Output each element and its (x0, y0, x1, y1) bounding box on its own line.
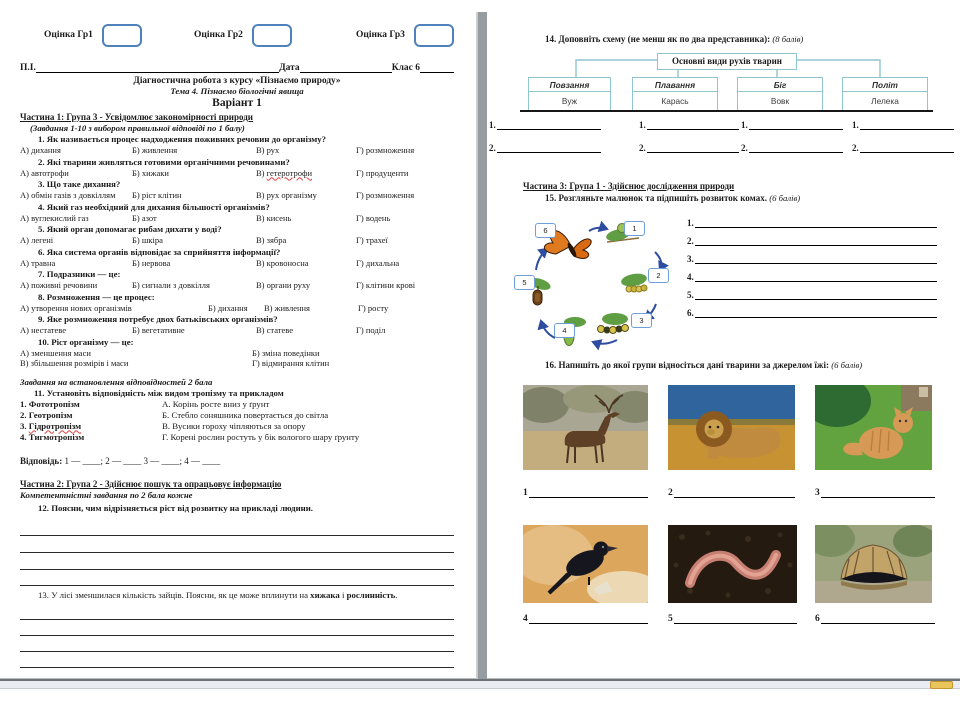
question-10: 10. Ріст організму — це: (38, 336, 134, 347)
photo-label: 1 (523, 488, 648, 498)
option: А) обмін газів з довкіллям (20, 190, 116, 200)
photo-cat (815, 385, 932, 470)
option: В) рух організму (256, 190, 317, 200)
match-left: 1. Фототропізм (20, 398, 80, 409)
scheme-category-running (737, 77, 823, 112)
photo-label: 6 (815, 614, 935, 624)
cycle-number-box: 5 (514, 275, 535, 290)
option: Г) продуценти (356, 167, 409, 178)
option: Г) трахеї (356, 235, 388, 245)
category-title: Біг (738, 78, 822, 92)
cycle-number-box: 2 (648, 268, 669, 283)
part3-heading: Частина 3: Група 1 - Здійснює дослідження природи (523, 181, 735, 191)
points-note: (6 балів) (769, 193, 801, 203)
variant-title: Варіант 1 (212, 97, 262, 109)
photo-label: 2 (668, 488, 795, 498)
option: Г) поділ (356, 325, 386, 335)
write-line (20, 636, 454, 652)
photo-lion (668, 385, 795, 470)
photo-earthworm (668, 525, 797, 603)
name-blank (36, 63, 279, 73)
options-5 (20, 235, 454, 246)
option: Б) нервова (132, 257, 171, 268)
options-6 (20, 258, 454, 269)
option: Г) розмноження (356, 145, 415, 155)
scheme-category-crawling (528, 77, 611, 112)
option: А) автотрофи (20, 167, 69, 178)
worksheet-page-2 (487, 12, 960, 679)
date-blank (300, 63, 392, 73)
options-9 (20, 325, 454, 336)
match-right: Б. Стебло соняшника повертається до світла (162, 409, 329, 420)
part1-heading: Частина 1: Група 3 - Усвідомлює закономірності природи (20, 112, 253, 122)
cycle-number-box: 4 (554, 323, 575, 338)
q15-blank: 5. (687, 290, 937, 300)
option: В) кровоносна (256, 257, 309, 268)
q15-blank: 1. (687, 218, 937, 228)
category-example: Лелека (871, 96, 899, 106)
options-3 (20, 190, 454, 201)
option: Б) азот (132, 212, 157, 223)
option: В) кисень (256, 212, 292, 223)
option: А) утворення нових організмів (20, 302, 132, 313)
answer-line: Відповідь: 1 — ____; 2 — ____ 3 — ____; 4 — ____ (20, 455, 221, 466)
photo-label: 3 (815, 488, 935, 498)
date-label: Дата (279, 63, 300, 73)
matching-grid (20, 399, 454, 443)
category-title: Плавання (633, 78, 717, 92)
worksheet-page-1 (0, 12, 477, 679)
grade-boxes-row (44, 22, 454, 48)
student-id-row (20, 63, 454, 73)
points-note: (8 балів) (772, 34, 804, 44)
q14-blank: 1. (489, 120, 601, 130)
option: Б) вегетативне (132, 325, 185, 335)
question-16: 16. Напишіть до якої групи відносіться дані тварини за джерелом їжі: (6 балів) (545, 360, 863, 370)
question-12: 12. Поясни, чим відрізняється ріст від розвитку на прикладі людини. (38, 502, 313, 513)
cycle-number-box: 3 (631, 313, 652, 328)
question-7: 7. Подразники — це: (38, 269, 121, 279)
scheme-root-box: Основні види рухів тварин (657, 53, 797, 70)
option: А) поживні речовини (20, 280, 98, 290)
options-8 (20, 303, 454, 314)
photo-label: 5 (668, 614, 797, 624)
match-left: 2. Геотропізм (20, 409, 73, 420)
option: В) рух (256, 145, 280, 155)
q14-blank: 2. (639, 143, 739, 153)
category-title: Повзання (529, 78, 610, 92)
question-14: 14. Доповніть схему (не менш як по два представника): (8 балів) (545, 34, 804, 44)
young-caterpillar-stage (620, 272, 648, 292)
options-4 (20, 213, 454, 224)
course-title: Діагностична робота з курсу «Пізнаємо природу» (133, 76, 341, 86)
option: А) травна (20, 257, 56, 268)
question-11: 11. Установіть відповідність між видом тропізму та прикладом (34, 387, 284, 398)
option: А) легені (20, 235, 54, 245)
photo-deer (523, 385, 648, 470)
class-blank (420, 63, 454, 73)
scheme-category-flight (842, 77, 928, 112)
question-6: 6. Яка система органів відповідає за сприйняття інформації? (38, 246, 281, 257)
question-3: 3. Що таке дихання? (38, 179, 121, 189)
option: В) органи руху (256, 280, 311, 290)
option: Б) хижаки (132, 167, 169, 178)
horizontal-scrollbar[interactable] (0, 681, 960, 689)
option: Б) сигнали з довкілля (132, 280, 210, 290)
photo-crow (523, 525, 648, 603)
q15-blank: 4. (687, 272, 937, 282)
match-right: Г. Корені рослин ростуть у бік вологого шару ґрунту (162, 431, 360, 442)
option: Б) живлення (132, 145, 178, 155)
match-right: В. Вусики гороху чіпляються за опору (162, 420, 306, 431)
option: В) статеве (256, 325, 293, 335)
class-label: Клас 6 (391, 63, 420, 73)
q14-blank: 2. (852, 143, 954, 153)
option: А) нестатеве (20, 325, 66, 335)
match-left: 4. Тигмотропізм (20, 431, 85, 442)
match-right: А. Корінь росте вниз у ґрунт (162, 398, 270, 409)
write-line (20, 570, 454, 586)
part2-heading: Частина 2: Група 2 - Здійснює пошук та опрацьовує інформацію (20, 478, 282, 489)
option: В) збільшення розмірів і маси (20, 358, 129, 368)
option: Б) шкіра (132, 235, 163, 245)
scheme-underline (520, 110, 933, 112)
option: Г) відмирання клітин (252, 358, 330, 368)
option: Г) дихальна (356, 257, 400, 268)
option: Г) водень (356, 212, 391, 223)
write-line (20, 604, 454, 620)
scrollbar-thumb[interactable] (930, 681, 953, 689)
grade-box-3 (414, 24, 454, 47)
misspelled-word: Гідротропізм (28, 420, 82, 431)
part1-note: (Завдання 1-10 з вибором правильної відповіді по 1 балу) (30, 123, 245, 133)
grade-label-1: Оцінка Гр1 (44, 30, 93, 40)
q15-blank: 3. (687, 254, 937, 264)
question-5: 5. Який орган допомагає рибам дихати у воді? (38, 224, 222, 234)
part2-note: Компетентністні завдання по 2 бала кожне (20, 489, 193, 500)
options-10 (20, 348, 454, 369)
question-13: 13. У лісі зменшилася кількість зайців. Поясни, як це може вплинути на хижака і рослинність. (38, 589, 398, 600)
question-9: 9. Яке розмноження потребує двох батьківських організмів? (38, 314, 278, 324)
option: В) живлення (264, 302, 310, 313)
photo-label: 4 (523, 614, 648, 624)
question-15: 15. Розгляньте малюнок та підпишіть розвиток комах. (6 балів) (545, 193, 801, 203)
points-note: (6 балів) (831, 360, 863, 370)
options-1 (20, 145, 454, 156)
option: В) зябра (256, 235, 287, 245)
grade-label-3: Оцінка Гр3 (356, 30, 405, 40)
option: Г) росту (358, 302, 389, 313)
q14-blank: 2. (741, 143, 843, 153)
write-line (20, 536, 454, 553)
write-line (20, 620, 454, 636)
question-1: 1. Як називається процес надходження поживних речовин до організму? (38, 134, 327, 144)
scheme-category-swimming (632, 77, 718, 112)
q14-blank: 1. (852, 120, 954, 130)
write-line (20, 553, 454, 570)
option: А) зменшення маси (20, 347, 91, 358)
option: В) гетеротрофи (256, 167, 313, 178)
theme-title: Тема 4. Пізнаємо біологічні явища (170, 86, 304, 96)
options-2 (20, 168, 454, 179)
grade-box-1 (102, 24, 142, 47)
question-8: 8. Розмноження — це процес: (38, 291, 155, 302)
question-2: 2. Які тварини живляться готовими органічними речовинами? (38, 156, 290, 167)
option: Б) зміна поведінки (252, 347, 320, 358)
q14-blank: 1. (741, 120, 843, 130)
option: А) дихання (20, 145, 61, 155)
category-example: Вуж (561, 96, 578, 106)
category-example: Карась (661, 96, 689, 106)
option: Б) ріст клітин (132, 190, 182, 200)
photo-shellfish (815, 525, 932, 603)
grade-box-2 (252, 24, 292, 47)
category-title: Політ (843, 78, 927, 92)
category-example: Вовк (770, 96, 790, 106)
option: Г) клітини крові (356, 280, 416, 290)
q14-blank: 1. (639, 120, 739, 130)
q14-blank: 2. (489, 143, 601, 153)
q15-blank: 2. (687, 236, 937, 246)
cycle-number-box: 1 (624, 221, 645, 236)
option: А) вуглекислий газ (20, 212, 89, 223)
misspelled-word: гетеротрофи (266, 167, 313, 178)
cycle-number-box: 6 (535, 223, 556, 238)
caterpillar-stage (598, 313, 629, 334)
grade-label-2: Оцінка Гр2 (194, 30, 243, 40)
write-line (20, 652, 454, 668)
match-left: 3. Гідротропізм (20, 420, 82, 431)
name-label: П.І. (20, 63, 36, 73)
q15-blank: 6. (687, 308, 937, 318)
options-7 (20, 280, 454, 291)
option: Г) розмноження (356, 190, 415, 200)
question-4: 4. Який газ необхідний для дихання більшості організмів? (38, 201, 270, 212)
write-line (20, 519, 454, 536)
option: Б) дихання (208, 302, 248, 313)
matching-note: Завдання на встановлення відповідностей 2 бала (20, 376, 213, 387)
